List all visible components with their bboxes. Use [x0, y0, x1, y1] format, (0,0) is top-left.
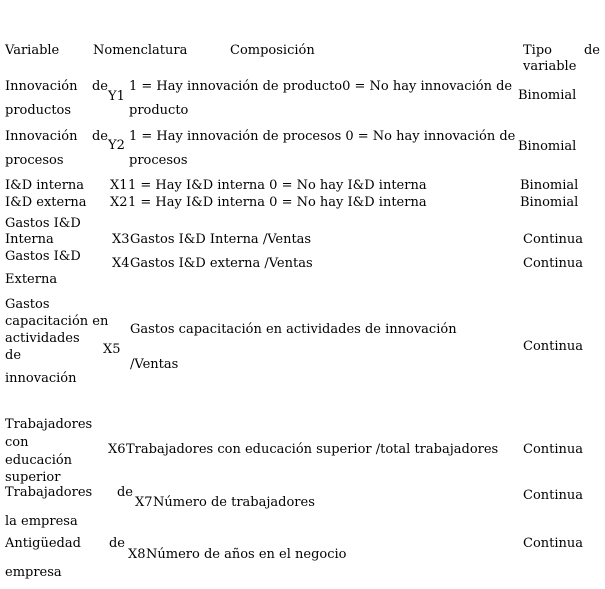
variable-cell: empresa	[5, 565, 62, 580]
variable-cell: actividades	[5, 331, 80, 346]
tipo-cell: Binomial	[520, 195, 579, 210]
nomenclatura-cell: X5	[103, 342, 121, 357]
variable-cell	[5, 129, 108, 144]
tipo-cell: Binomial	[518, 139, 577, 154]
variable-cell-word: de	[116, 485, 133, 500]
column-header-tipo-line2: variable	[523, 59, 577, 74]
variable-cell: I&D externa	[5, 195, 87, 210]
variable-cell-word: Innovación	[5, 79, 78, 94]
variable-cell-word: de	[91, 129, 108, 144]
tipo-cell: Continua	[523, 488, 584, 503]
variable-cell	[5, 536, 125, 551]
column-header-nomenclatura: Nomenclatura	[93, 43, 188, 58]
composicion-cell: Gastos I&D externa /Ventas	[130, 256, 313, 271]
column-header-variable: Variable	[5, 43, 60, 58]
nomenclatura-cell: Y2	[108, 138, 125, 153]
composicion-cell: producto	[129, 103, 189, 118]
variable-cell: I&D interna	[5, 178, 85, 193]
composicion-cell: 1 = Hay I&D interna 0 = No hay I&D interna	[128, 195, 427, 210]
composicion-cell: 1 = Hay innovación de producto0 = No hay innovación de	[129, 79, 513, 94]
variable-cell: con	[5, 435, 29, 450]
variable-cell-word: Innovación	[5, 129, 78, 144]
composicion-cell: 1 = Hay I&D interna 0 = No hay I&D interna	[128, 178, 427, 193]
variable-cell: innovación	[5, 371, 77, 386]
variable-cell	[5, 79, 108, 94]
composicion-cell: procesos	[129, 153, 188, 168]
variable-cell: superior	[5, 470, 61, 485]
nomenclatura-cell: X7	[135, 495, 153, 510]
variable-cell: Externa	[5, 272, 58, 287]
composicion-cell: /Ventas	[130, 357, 179, 372]
variable-cell: Trabajadores	[5, 417, 93, 432]
variable-cell-word: de	[108, 536, 125, 551]
nomenclatura-cell: Y1	[108, 89, 125, 104]
nomenclatura-cell: X3	[112, 232, 130, 247]
tipo-cell: Continua	[523, 442, 584, 457]
composicion-cell: Número de trabajadores	[153, 495, 315, 510]
nomenclatura-cell: X4	[112, 256, 130, 271]
variable-cell: educación	[5, 453, 73, 468]
variable-cell-word: Antigüedad	[5, 536, 81, 551]
composicion-cell: Gastos I&D Interna /Ventas	[130, 232, 312, 247]
variable-cell-word: Trabajadores	[5, 485, 93, 500]
variable-cell: capacitación en	[5, 314, 109, 329]
tipo-cell: Continua	[523, 536, 584, 551]
column-header-tipo-word1: Tipo	[523, 43, 552, 58]
variable-cell: Gastos I&D	[5, 216, 81, 231]
variable-cell: Gastos	[5, 297, 50, 312]
nomenclatura-cell: X1	[110, 178, 128, 193]
variable-cell-word: de	[91, 79, 108, 94]
variable-cell: productos	[5, 103, 72, 118]
nomenclatura-cell: X8	[128, 547, 146, 562]
column-header-tipo-line1	[523, 43, 600, 58]
tipo-cell: Continua	[523, 256, 584, 271]
variable-cell: de	[5, 348, 22, 363]
nomenclatura-cell: X6	[108, 442, 126, 457]
tipo-cell: Binomial	[518, 88, 577, 103]
column-header-composicion: Composición	[230, 43, 315, 58]
nomenclatura-cell: X2	[110, 195, 128, 210]
composicion-cell: Gastos capacitación en actividades de innovación	[130, 322, 457, 337]
tipo-cell: Continua	[523, 232, 584, 247]
variable-cell: Gastos I&D	[5, 249, 81, 264]
column-header-tipo-word2: de	[583, 43, 600, 58]
variable-cell	[5, 485, 133, 500]
composicion-cell: 1 = Hay innovación de procesos 0 = No hay innovación de	[129, 129, 516, 144]
composicion-cell: Trabajadores con educación superior /total trabajadores	[126, 442, 499, 457]
tipo-cell: Binomial	[520, 178, 579, 193]
variable-cell: procesos	[5, 153, 64, 168]
tipo-cell: Continua	[523, 339, 584, 354]
composicion-cell: Número de años en el negocio	[146, 547, 347, 562]
variable-cell: la empresa	[5, 514, 78, 529]
variable-cell: Interna	[5, 232, 54, 247]
